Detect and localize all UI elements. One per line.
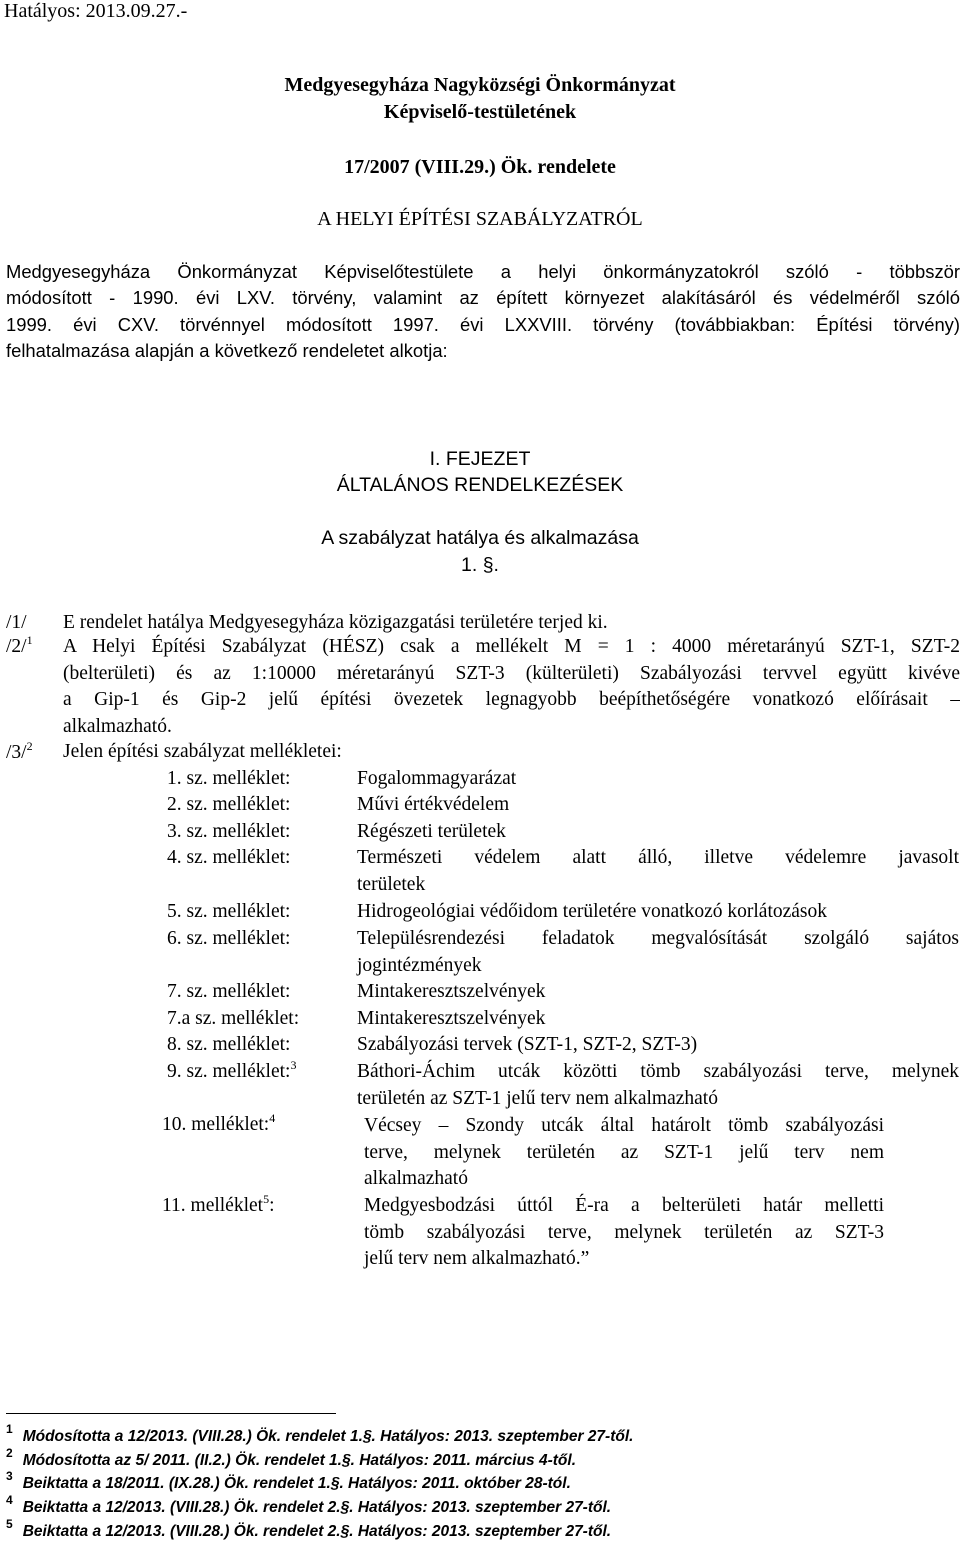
preamble-line-4: felhatalmazása alapján a következő rendeletet alkotja: [6, 340, 448, 361]
annex-9-number: 9. sz. melléklet:$^3$ [167, 1058, 297, 1082]
section-number: 1. §. [461, 554, 499, 576]
annex-5-title: Hidrogeológiai védőidom területére vonatkozó korlátozások [357, 901, 828, 922]
body-title: Képviselő-testületének [383, 101, 577, 123]
annex-6-title: Településrendezési feladatok megvalósítását szolgáló sajátos jogintézmények [357, 928, 959, 976]
annex-3-number: 3. sz. melléklet: [167, 821, 291, 842]
annex-7-number: 7. sz. melléklet: [167, 981, 291, 1002]
paragraph-2-line-4: alkalmazható. [63, 715, 172, 737]
footnote-ref-3[interactable]: 3 [290, 1058, 297, 1072]
annex-9-title: Báthori-Áchim utcák közötti tömb szabályozási terve, melynek területén az SZT-1 jelű terv nem alkalmazható [357, 1061, 959, 1109]
annex-11-number: 11. melléklet$^5$: [162, 1192, 275, 1216]
annex-5-number: 5. sz. melléklet: [167, 901, 291, 922]
footnote-5: $^5$ Beiktatta a 12/2013. (VIII.28.) Ök. rendelet 2.§. Hatályos: 2013. szeptember 27-től. [6, 1517, 612, 1540]
paragraph-2-line-2: (belterületi) és az 1:10000 méretarányú SZT-3 (külterületi) Szabályozási tervvel együtt kivéve [63, 662, 960, 684]
municipality-title: Medgyesegyháza Nagyközségi Önkormányzat [284, 74, 676, 96]
annex-1-number: 1. sz. melléklet: [167, 768, 291, 789]
annex-10-title: Vécsey – Szondy utcák által határolt tömb szabályozási terve, melynek területén az SZT-1 jelű terv nem alkalmazható [364, 1115, 884, 1189]
annex-8-title: Szabályozási tervek (SZT-1, SZT-2, SZT-3) [357, 1034, 698, 1055]
preamble-line-1: Medgyesegyháza Önkormányzat Képviselőtestülete a helyi önkormányzatokról szóló - többször [6, 261, 960, 282]
footnote-1: $^1$ Módosította a 12/2013. (VIII.28.) Ök. rendelet 1.§. Hatályos: 2013. szeptember 27-től. [6, 1422, 634, 1445]
footnote-ref-1[interactable]: 1 [26, 633, 33, 647]
annex-11-title: Medgyesbodzási úttól É-ra a belterületi határ melletti tömb szabályozási terve, melynek területén az SZT-3 jelű terv nem alkalmazható.” [364, 1195, 884, 1269]
decree-title: A HELYI ÉPÍTÉSI SZABÁLYZATRÓL [317, 208, 643, 230]
chapter-title: ÁLTALÁNOS RENDELKEZÉSEK [336, 474, 624, 496]
annex-8-number: 8. sz. melléklet: [167, 1034, 291, 1055]
paragraph-2-line-3: a Gip-1 és Gip-2 jelű építési övezetek legnagyobb beépíthetőségére vonatkozó előírásait – [63, 689, 960, 710]
section-subtitle: A szabályzat hatálya és alkalmazása [321, 527, 639, 549]
annex-2-number: 2. sz. melléklet: [167, 794, 291, 815]
annex-3-title: Régészeti területek [357, 821, 506, 842]
footnote-ref-5[interactable]: 5 [263, 1192, 270, 1206]
paragraph-2-marker: /2/$^1$ [6, 633, 33, 657]
footnote-ref-2[interactable]: 2 [26, 739, 33, 753]
paragraph-1-marker: /1/ [6, 612, 27, 633]
chapter-number: I. FEJEZET [429, 448, 531, 470]
footnote-2: $^2$ Módosította az 5/ 2011. (II.2.) Ök. rendelet 1.§. Hatályos: 2011. március 4-től. [6, 1446, 576, 1469]
footnote-separator [6, 1413, 336, 1414]
annex-7a-number: 7.a sz. melléklet: [167, 1008, 300, 1029]
annex-2-title: Művi értékvédelem [357, 794, 510, 815]
paragraph-2-text [63, 634, 960, 740]
paragraph-3-text: Jelen építési szabályzat mellékletei: [63, 741, 342, 762]
annex-6-number: 6. sz. melléklet: [167, 928, 291, 949]
preamble-line-3: 1999. évi CXV. törvénnyel módosított 1997. évi LXXVIII. törvény (továbbiakban: Építési törvény) [6, 314, 960, 335]
preamble-line-2: módosított - 1990. évi LXV. törvény, valamint az épített környezet alakításáról és védelméről szóló [6, 287, 960, 308]
annex-10-number: 10. melléklet:$^4$ [162, 1111, 276, 1135]
annex-4-title: Természeti védelem alatt álló, illetve védelemre javasolt területek [357, 847, 959, 895]
paragraph-2-line-1: A Helyi Építési Szabályzat (HÉSZ) csak a mellékelt M = 1 : 4000 méretarányú SZT-1, SZT-2 [63, 636, 960, 657]
decree-number: 17/2007 (VIII.29.) Ök. rendelete [344, 156, 616, 178]
footnote-3: $^3$ Beiktatta a 18/2011. (IX.28.) Ök. rendelet 1.§. Hatályos: 2011. október 28-tól. [6, 1469, 571, 1492]
footnote-ref-4[interactable]: 4 [269, 1111, 276, 1125]
annex-4-number: 4. sz. melléklet: [167, 847, 291, 868]
paragraph-3-marker: /3/$^2$ [6, 739, 33, 763]
effective-date: Hatályos: 2013.09.27.- [4, 0, 188, 22]
annex-1-title: Fogalommagyarázat [357, 768, 517, 789]
footnote-4: $^4$ Beiktatta a 12/2013. (VIII.28.) Ök. rendelet 2.§. Hatályos: 2013. szeptember 27-től. [6, 1493, 612, 1516]
annex-7a-title: Mintakeresztszelvények [357, 1008, 546, 1029]
paragraph-1-text: E rendelet hatálya Medgyesegyháza közigazgatási területére terjed ki. [63, 612, 608, 633]
annex-7-title: Mintakeresztszelvények [357, 981, 546, 1002]
